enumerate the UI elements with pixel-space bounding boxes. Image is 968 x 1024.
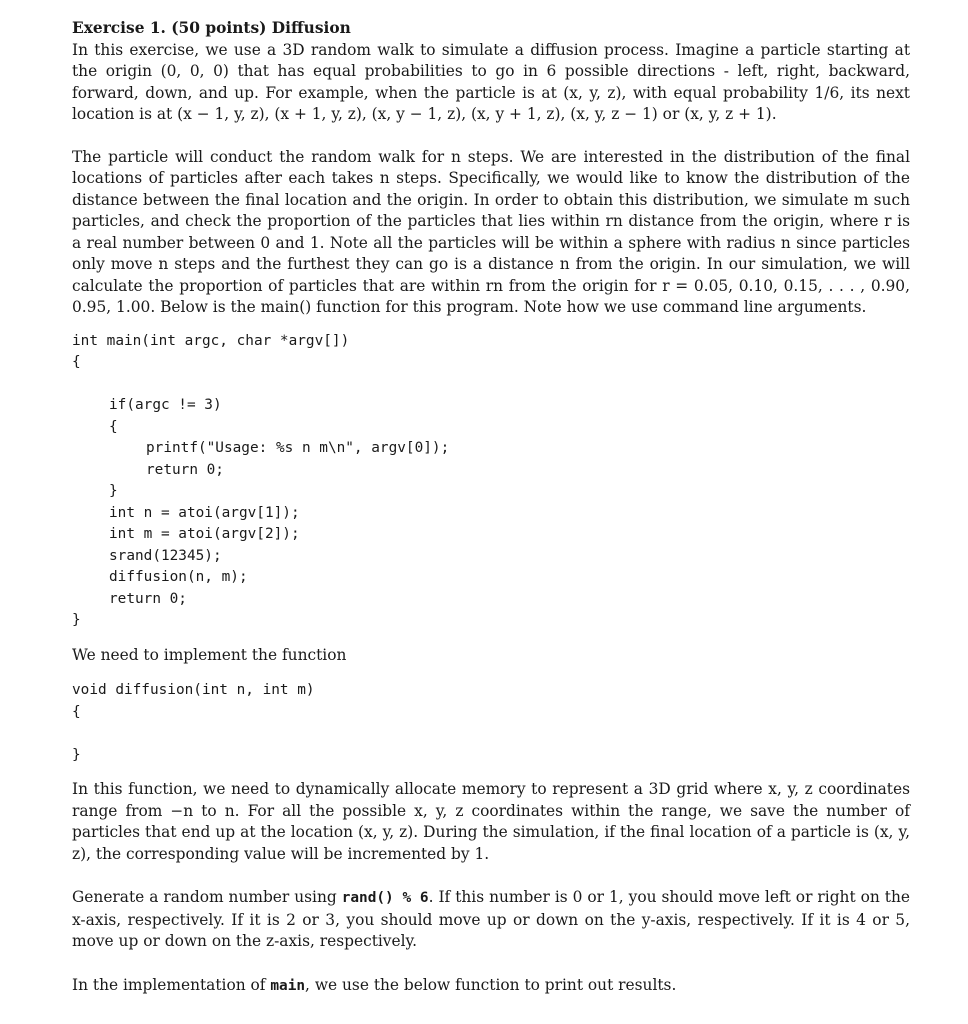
- code-line: }: [72, 612, 81, 628]
- code-line: void diffusion(int n, int m): [72, 682, 315, 698]
- diffusion-code-block: [72, 680, 910, 766]
- intro-paragraph: In this exercise, we use a 3D random walk to simulate a diffusion process. Imagine a particle starting at the origin (0, 0, 0) that has equal probabilities to go in 6 possible directions - left, right, backward, forward, down, and up. For example, when the particle is at (x, y, z), with equal probability 1/6, its next location is at (x − 1, y, z), (x + 1, y, z), (x, y − 1, z), (x, y + 1, z), (x, y, z − 1) or (x, y, z + 1).: [72, 40, 910, 123]
- code-line: printf("Usage: %s n m\n", argv[0]);: [146, 440, 450, 456]
- rand-code: rand() % 6: [341, 890, 429, 906]
- print-suffix: , we use the below function to print out results.: [305, 975, 677, 994]
- code-line: diffusion(n, m);: [109, 569, 248, 585]
- code-line: if(argc != 3): [109, 397, 222, 413]
- code-line: return 0;: [146, 461, 224, 478]
- exercise-title: Exercise 1. (50 points) Diffusion: [72, 19, 351, 37]
- rand-suffix: . If this number is 0 or 1, you should move left or right on the x-axis, respectively. If it is 2 or 3, you should move up or down on the y-axis, respectively. If it is 4 or 5, move up or down on the z-axis, respectively.: [72, 888, 910, 950]
- need-function-paragraph: We need to implement the function: [72, 645, 347, 664]
- code-line: return 0;: [109, 590, 187, 607]
- grid-paragraph: In this function, we need to dynamically allocate memory to represent a 3D grid where x, y, z coordinates range from −n to n. For all the possible x, y, z coordinates within the range, we save the number of particles that end up at the location (x, y, z). During the simulation, if the final location of a particle is (x, y, z), the corresponding value will be incremented by 1.: [72, 780, 910, 863]
- code-line: int n = atoi(argv[1]);: [109, 504, 300, 521]
- print-results-paragraph: [72, 975, 910, 998]
- code-line: }: [109, 483, 118, 499]
- print-prefix: In the implementation of: [72, 975, 271, 994]
- code-line: {: [109, 418, 118, 435]
- random-walk-paragraph: The particle will conduct the random walk for n steps. We are interested in the distribution of the final locations of particles after each takes n steps. Specifically, we would like to know the distribution of the distance between the final location and the origin. In order to obtain this distribution, we simulate m such particles, and check the proportion of the particles that lies within rn distance from the origin, where r is a real number between 0 and 1. Note all the particles will be within a sphere with radius n since particles only move n steps and the furthest they can go is a distance n from the origin. In our simulation, we will calculate the proportion of particles that are within rn from the origin for r = 0.05, 0.10, 0.15, . . . , 0.90, 0.95, 1.00. Below is the main() function for this program. Note how we use command line arguments.: [72, 147, 910, 316]
- code-line: int m = atoi(argv[2]);: [109, 526, 300, 542]
- code-line: {: [72, 354, 81, 370]
- rand-prefix: Generate a random number using: [72, 888, 342, 906]
- document-page: [72, 18, 910, 997]
- print-code: main: [270, 977, 306, 994]
- code-line: }: [72, 746, 81, 763]
- code-line: int main(int argc, char *argv[]): [72, 332, 350, 349]
- random-number-paragraph: [72, 887, 910, 953]
- code-line: {: [72, 703, 81, 720]
- main-code-block: [72, 331, 910, 632]
- code-line: srand(12345);: [109, 547, 222, 564]
